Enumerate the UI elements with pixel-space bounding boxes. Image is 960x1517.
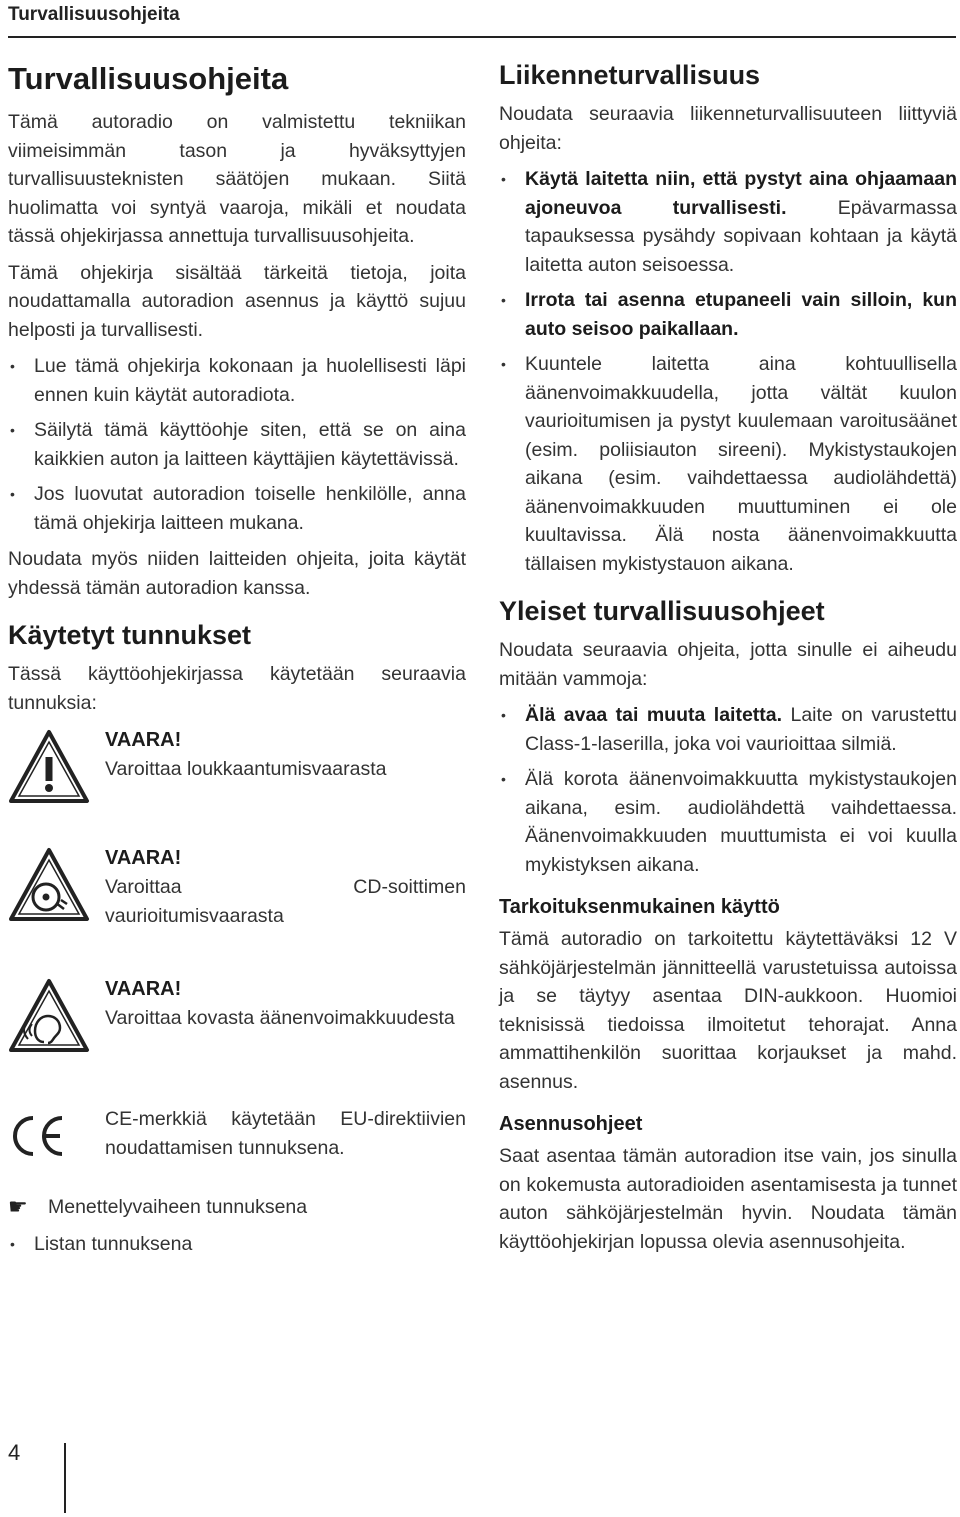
intended-use-text: Tämä autoradio on tarkoitettu käytettäväksi 12 V sähköjärjestelmän jännitteellä varustetuissa autoissa ja se täytyy asentaa DIN-aukkoon. Huomioi teknisissä tiedoissa ilmoitetut tehorajat. Anna ammattihenkilön suorittaa korjaukset ja mahd. asennus. bbox=[499, 928, 957, 1093]
general-safety-heading: Yleiset turvallisuusohjeet bbox=[499, 596, 825, 626]
symbol-description: Varoittaa CD-soittimen vaurioitumisvaarasta bbox=[105, 876, 466, 927]
list-item bbox=[499, 701, 957, 758]
symbol-row-ce bbox=[8, 1105, 466, 1193]
loud-volume-warning-icon bbox=[8, 978, 90, 1054]
bullet-icon: • bbox=[10, 1235, 15, 1252]
step-symbol-label: Menettelyvaiheen tunnuksena bbox=[48, 1196, 308, 1218]
ce-mark-icon bbox=[8, 1113, 68, 1159]
item-text: Laite on varustettu Class-1-laserilla, joka voi vaurioittaa silmiä. bbox=[525, 704, 957, 755]
list-item: • Lue tämä ohjekirja kokonaan ja huolellisesti läpi ennen kuin käytät autoradiota. bbox=[8, 352, 466, 409]
list-symbol-row bbox=[8, 1230, 466, 1259]
page-title: Turvallisuusohjeita bbox=[8, 61, 289, 96]
step-symbol-row bbox=[8, 1193, 466, 1222]
list-item bbox=[499, 286, 957, 343]
symbol-description: Varoittaa kovasta äänenvoimakkuudesta bbox=[105, 1007, 455, 1029]
symbol-row-volume bbox=[8, 974, 466, 1105]
symbol-heading: VAARA! bbox=[105, 729, 182, 751]
symbol-row-injury bbox=[8, 725, 466, 843]
outro-paragraph: Noudata myös niiden laitteiden ohjeita, joita käytät yhdessä tämän autoradion kanssa. bbox=[8, 548, 466, 599]
intro-bullet-list bbox=[8, 352, 466, 537]
general-safety-intro: Noudata seuraavia ohjeita, jotta sinulle ei aiheudu mitään vammoja: bbox=[499, 639, 957, 690]
pointing-hand-icon: ☛ bbox=[8, 1194, 28, 1219]
symbol-row-cd bbox=[8, 843, 466, 974]
warning-triangle-icon bbox=[8, 729, 90, 805]
symbol-description: CE-merkkiä käytetään EU-direktiivien noudattamisen tunnuksena. bbox=[105, 1108, 466, 1159]
traffic-safety-heading: Liikenneturvallisuus bbox=[499, 60, 761, 90]
left-column bbox=[8, 56, 466, 1258]
traffic-bullet-list bbox=[499, 165, 957, 578]
cd-warning-icon bbox=[8, 847, 90, 923]
item-text: Kuuntele laitetta aina kohtuullisella äänenvoimakkuudella, jotta vältät kuulon vaurioitumisen ja pystyt kuulemaan varoitusäänet (esim. poliisiauton sireeni). Mykistystaukojen aikana (esim. vaihdettaessa audiolähdettä) äänenvoimakkuuden muuttuminen ei ole kuultavissa. Älä nosta äänenvoimakkuutta tällaisen mykistystauon aikana. bbox=[525, 353, 957, 575]
list-item bbox=[499, 765, 957, 879]
header-title: Turvallisuusohjeita bbox=[8, 4, 180, 25]
list-item bbox=[499, 350, 957, 578]
intended-use-heading: Tarkoituksenmukainen käyttö bbox=[499, 896, 780, 918]
intro-paragraph-1: Tämä autoradio on valmistettu tekniikan viimeisimmän tason ja hyväksyttyjen turvallisuusteknisten säätöjen mukaan. Siitä huolimatta voi syntyä vaaroja, mikäli et noudata tässä ohjekirjassa annettuja turvallisuusohjeita. bbox=[8, 111, 466, 247]
list-item bbox=[499, 165, 957, 279]
list-item: • Säilytä tämä käyttöohje siten, että se on aina kaikkien auton ja laitteen käyttäjien käytettävissä. bbox=[8, 416, 466, 473]
installation-text: Saat asentaa tämän autoradion itse vain, jos sinulla on kokemusta autoradioiden asentamisesta ja tunnet auton sähköjärjestelmän hyvin. Noudata tämän käyttöohjekirjan lopussa olevia asennusohjeita. bbox=[499, 1145, 957, 1253]
list-item: • Jos luovutat autoradion toiselle henkilölle, anna tämä ohjekirja laitteen mukana. bbox=[8, 480, 466, 537]
symbol-heading: VAARA! bbox=[105, 978, 182, 1000]
page-number: 4 bbox=[8, 1440, 21, 1465]
symbol-description: Varoittaa loukkaantumisvaarasta bbox=[105, 758, 387, 780]
bold-text: Irrota tai asenna etupaneeli vain silloin, kun auto seisoo paikallaan. bbox=[525, 289, 957, 340]
bold-text: Älä avaa tai muuta laitetta. bbox=[525, 704, 783, 726]
symbol-heading: VAARA! bbox=[105, 847, 182, 869]
intro-paragraph-2: Tämä ohjekirja sisältää tärkeitä tietoja, joita noudattamalla autoradion asennus ja käyttö sujuu helposti ja turvallisesti. bbox=[8, 261, 466, 341]
list-symbol-label: Listan tunnuksena bbox=[34, 1232, 193, 1255]
item-text: Epävarmassa tapauksessa pysähdy sopivaan kohtaan ja käytä laitetta auton seisoessa. bbox=[525, 196, 957, 276]
symbols-intro: Tässä käyttöohjekirjassa käytetään seuraavia tunnuksia: bbox=[8, 663, 466, 714]
right-column bbox=[499, 56, 957, 1264]
traffic-safety-intro: Noudata seuraavia liikenneturvallisuuteen liittyviä ohjeita: bbox=[499, 103, 957, 154]
bold-text: Käytä laitetta niin, että pystyt aina ohjaamaan ajoneuvoa turvallisesti. bbox=[525, 168, 957, 219]
installation-heading: Asennusohjeet bbox=[499, 1113, 643, 1135]
symbols-heading: Käytetyt tunnukset bbox=[8, 620, 252, 650]
general-bullet-list bbox=[499, 701, 957, 879]
page-number-divider bbox=[64, 1443, 66, 1513]
page-header bbox=[8, 0, 956, 38]
item-text: Älä korota äänenvoimakkuutta mykistystaukojen aikana, esim. audiolähdettä vaihdettaessa. Äänenvoimakkuuden muuttumista ei voi kuulla mykistyksen aikana. bbox=[525, 768, 957, 876]
